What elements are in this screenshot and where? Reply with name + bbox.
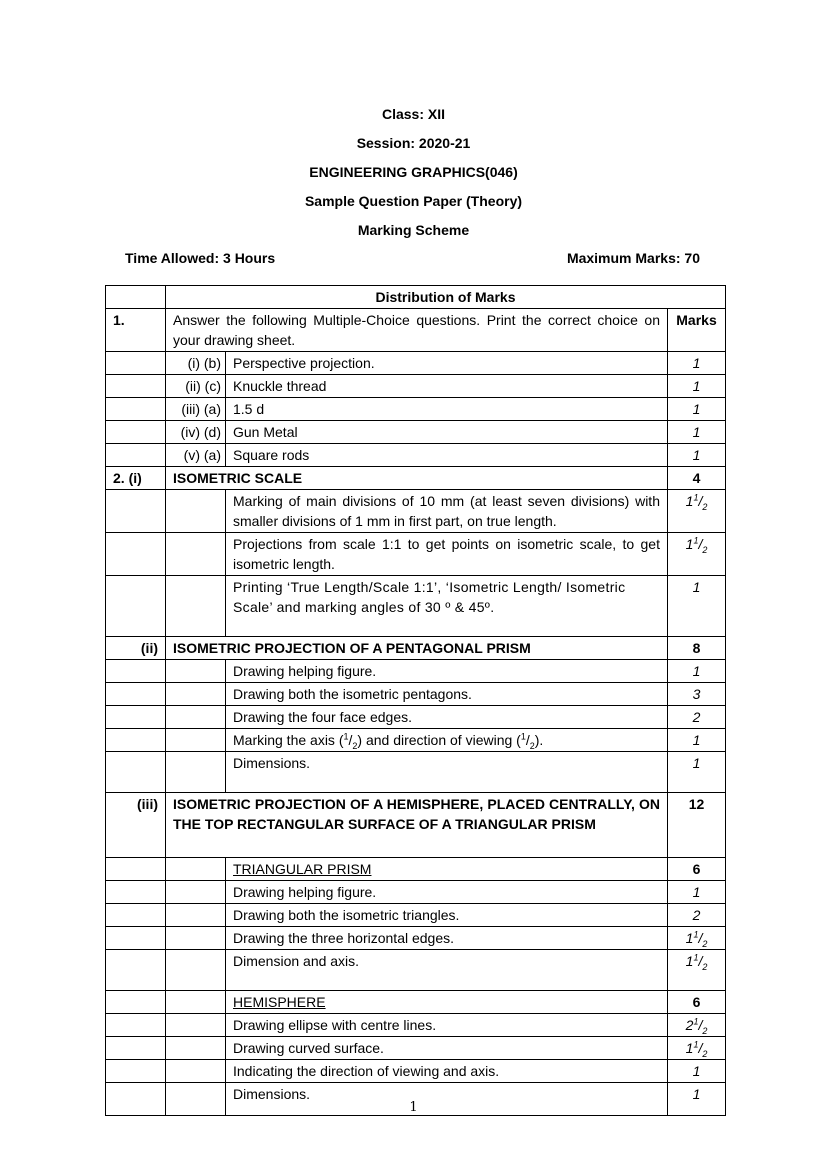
page-number: 1 — [409, 1100, 418, 1115]
table-row — [106, 904, 726, 927]
table-row — [106, 444, 726, 467]
table-row — [106, 1037, 726, 1060]
answer-key: (ii) (c) — [166, 375, 226, 398]
marking-table — [105, 285, 726, 1116]
table-row — [106, 950, 726, 991]
section-marks: 4 — [668, 467, 726, 490]
section-title: ISOMETRIC PROJECTION OF A HEMISPHERE, PLACED CENTRALLY, ON THE TOP RECTANGULAR SURFACE OF A TRIANGULAR PRISM — [166, 793, 668, 858]
table-row — [106, 375, 726, 398]
maximum-marks: Maximum Marks: 70 — [566, 250, 700, 266]
criterion-mark: $1^1/_2$ — [668, 533, 726, 576]
criterion-text: Drawing both the isometric pentagons. — [226, 683, 668, 706]
table-row — [106, 660, 726, 683]
answer-mark: 1 — [668, 398, 726, 421]
criterion-mark: $1^1/_2$ — [668, 927, 726, 950]
question-number: (iii) — [106, 793, 166, 858]
criterion-text: Drawing the three horizontal edges. — [226, 927, 668, 950]
subsection-label: HEMISPHERE — [226, 991, 668, 1014]
criterion-text: Projections from scale 1:1 to get points on isometric scale, to get isometric length. — [226, 533, 668, 576]
criterion-text: Marking the axis $(^1/_2)$ and direction of viewing $(^1/_2)$. — [226, 729, 668, 752]
table-row — [106, 729, 726, 752]
time-marks-row — [125, 250, 700, 266]
time-allowed: Time Allowed: 3 Hours — [125, 250, 276, 266]
criterion-mark: $2^1/_2$ — [668, 1014, 726, 1037]
answer-text: 1.5 d — [226, 398, 668, 421]
criterion-mark: $1^1/_2$ — [668, 950, 726, 991]
marks-header: Marks — [668, 309, 726, 352]
subject-line: ENGINEERING GRAPHICS(046) — [309, 164, 518, 180]
table-row — [106, 1060, 726, 1083]
criterion-mark: 1 — [668, 881, 726, 904]
answer-mark: 1 — [668, 421, 726, 444]
table-row — [106, 683, 726, 706]
answer-key: (v) (a) — [166, 444, 226, 467]
question-number: (ii) — [106, 637, 166, 660]
table-row — [106, 421, 726, 444]
criterion-mark: 1 — [668, 752, 726, 793]
table-row — [106, 1014, 726, 1037]
table-row — [106, 991, 726, 1014]
section-title: ISOMETRIC PROJECTION OF A PENTAGONAL PRISM — [166, 637, 668, 660]
table-row — [106, 706, 726, 729]
table-row — [106, 286, 726, 309]
table-row — [106, 858, 726, 881]
criterion-text: Indicating the direction of viewing and axis. — [226, 1060, 668, 1083]
table-row — [106, 637, 726, 660]
section-marks: 12 — [668, 793, 726, 858]
criterion-text: Drawing curved surface. — [226, 1037, 668, 1060]
criterion-mark: $1^1/_2$ — [668, 1037, 726, 1060]
criterion-mark: 1 — [668, 576, 726, 637]
criterion-mark: $1^1/_2$ — [668, 490, 726, 533]
criterion-text: Dimension and axis. — [226, 950, 668, 991]
subsection-marks: 6 — [668, 858, 726, 881]
criterion-text: Drawing the four face edges. — [226, 706, 668, 729]
criterion-mark: 3 — [668, 683, 726, 706]
table-row — [106, 576, 726, 637]
criterion-mark: 1 — [668, 660, 726, 683]
table-row — [106, 309, 726, 352]
criterion-text: Drawing helping figure. — [226, 660, 668, 683]
table-row — [106, 398, 726, 421]
table-row — [106, 352, 726, 375]
criterion-text: Marking of main divisions of 10 mm (at least seven divisions) with smaller divisions of 1 mm in first part, on true length. — [226, 490, 668, 533]
answer-key: (i) (b) — [166, 352, 226, 375]
criterion-text: Drawing ellipse with centre lines. — [226, 1014, 668, 1037]
table-row — [106, 490, 726, 533]
marking-scheme-title: Marking Scheme — [357, 222, 470, 238]
section-title: ISOMETRIC SCALE — [166, 467, 668, 490]
answer-mark: 1 — [668, 444, 726, 467]
section-marks: 8 — [668, 637, 726, 660]
table-row — [106, 927, 726, 950]
table-row — [106, 533, 726, 576]
criterion-mark: 1 — [668, 1060, 726, 1083]
table-row — [106, 467, 726, 490]
criterion-mark: 1 — [668, 1083, 726, 1116]
criterion-text: Printing ‘True Length/Scale 1:1’, ‘Isometric Length/ Isometric Scale’ and marking angles of 30 º & 45º. — [226, 576, 668, 637]
answer-text: Square rods — [226, 444, 668, 467]
answer-mark: 1 — [668, 375, 726, 398]
question-number: 1. — [106, 309, 166, 352]
paper-title: Sample Question Paper (Theory) — [304, 193, 523, 209]
question-number: 2. (i) — [106, 467, 166, 490]
class-line: Class: XII — [381, 106, 446, 122]
answer-key: (iv) (d) — [166, 421, 226, 444]
criterion-mark: 1 — [668, 729, 726, 752]
table-row — [106, 793, 726, 858]
criterion-mark: 2 — [668, 904, 726, 927]
subsection-label: TRIANGULAR PRISM — [226, 858, 668, 881]
criterion-text: Drawing helping figure. — [226, 881, 668, 904]
distribution-heading: Distribution of Marks — [166, 286, 726, 309]
answer-mark: 1 — [668, 352, 726, 375]
criterion-text: Dimensions. — [226, 1083, 668, 1116]
subsection-marks: 6 — [668, 991, 726, 1014]
table-row — [106, 881, 726, 904]
criterion-text: Drawing both the isometric triangles. — [226, 904, 668, 927]
answer-text: Gun Metal — [226, 421, 668, 444]
criterion-mark: 2 — [668, 706, 726, 729]
answer-key: (iii) (a) — [166, 398, 226, 421]
criterion-text: Dimensions. — [226, 752, 668, 793]
question-text: Answer the following Multiple-Choice questions. Print the correct choice on your drawing sheet. — [166, 309, 668, 352]
session-line: Session: 2020-21 — [356, 135, 471, 151]
answer-text: Perspective projection. — [226, 352, 668, 375]
answer-text: Knuckle thread — [226, 375, 668, 398]
table-row — [106, 752, 726, 793]
